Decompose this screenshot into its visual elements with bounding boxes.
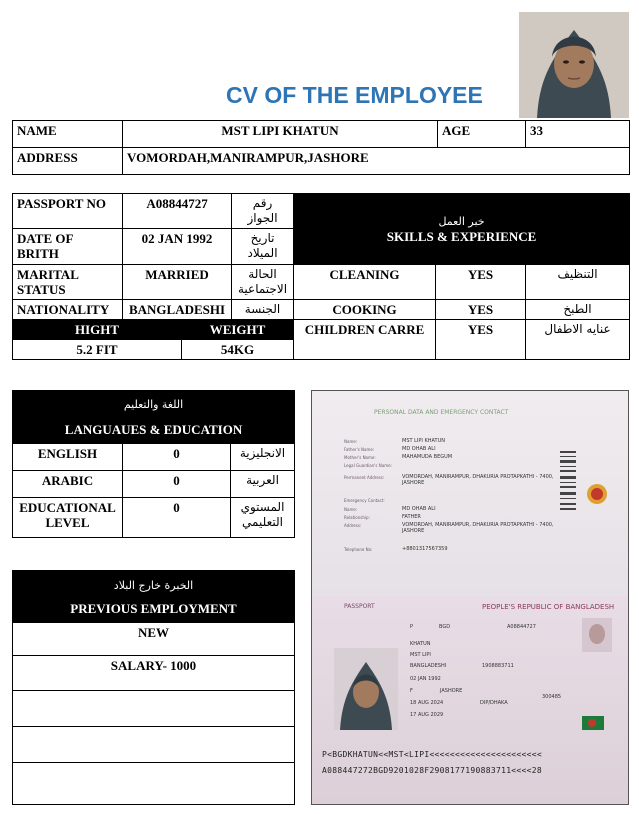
passport-photo [334, 648, 398, 730]
marital-value: MARRIED [123, 265, 232, 300]
pp-doc-label: PASSPORT [344, 603, 375, 610]
pp-num-small: 300485 [542, 694, 562, 700]
pp-country-line: PEOPLE'S REPUBLIC OF BANGLADESH [482, 603, 615, 611]
nationality-arabic: الجنسة [232, 300, 294, 320]
pp-given: MST LIPI [410, 652, 431, 658]
education-level: EDUCATIONAL LEVEL [13, 498, 123, 538]
pp-surname: KHATUN [410, 641, 431, 647]
age-value: 33 [526, 121, 630, 148]
pp-expiry: 17 AUG 2029 [410, 712, 444, 718]
dob-arabic: تاريخ الميلاد [232, 229, 294, 265]
age-label: AGE [438, 121, 526, 148]
pp-code: BGD [439, 624, 451, 630]
pp-number: A08844727 [507, 624, 536, 630]
employee-photo [519, 12, 629, 118]
salary: SALARY- 1000 [13, 656, 295, 691]
lang-arabic-value: 0 [123, 471, 231, 498]
details-skills-table [12, 193, 630, 360]
pp-name: MST LIPI KHATUN [402, 438, 445, 444]
dob-value: 02 JAN 1992 [123, 229, 232, 265]
passport-value: A08844727 [123, 194, 232, 229]
mrz-line-1: P<BGDKHATUN<<MST<LIPI<<<<<<<<<<<<<<<<<<<<<< [322, 750, 543, 759]
lang-arabic: ARABIC [13, 471, 123, 498]
skill-childcare-arabic: عنايه الاطفال [526, 320, 630, 360]
education-arabic: المستوي التعليمي [231, 498, 295, 538]
nationality-value: BANGLADESHI [123, 300, 232, 320]
languages-header-arabic: اللغة والتعليم [123, 398, 184, 411]
pp-emergency-name: MD OHAB ALI [402, 506, 436, 512]
pp-personal-no: 1908883711 [482, 663, 514, 669]
height-label: HIGHT [13, 320, 182, 340]
marital-label: MARITAL STATUS [13, 265, 123, 300]
skill-cooking-value: YES [436, 300, 526, 320]
emblem-icon [586, 483, 608, 505]
marital-arabic: الحالة الاجتماعية [232, 265, 294, 300]
skill-childcare-value: YES [436, 320, 526, 360]
name-value: MST LIPI KHATUN [123, 121, 438, 148]
passport-scan [311, 390, 629, 805]
lang-english-arabic: الانجليزية [231, 444, 295, 471]
dob-label: DATE OF BRITH [13, 229, 123, 265]
employment-header [13, 571, 295, 623]
name-label: NAME [13, 121, 123, 148]
pp-type: P [410, 624, 414, 630]
skills-header [294, 194, 630, 265]
ghost-photo [582, 618, 612, 652]
pp-birthplace: JASHORE [440, 688, 463, 694]
barcode-icon [560, 451, 576, 511]
lang-english: ENGLISH [13, 444, 123, 471]
skill-cleaning-arabic: التنظيف [526, 265, 630, 300]
pp-relationship: FATHER [402, 514, 421, 520]
skill-cleaning-value: YES [436, 265, 526, 300]
employment-empty-row [13, 763, 295, 805]
passport-label: PASSPORT NO [13, 194, 123, 229]
pp-authority: DIP/DHAKA [480, 700, 508, 706]
employment-header-text: PREVIOUS EMPLOYMENT [70, 600, 237, 616]
pp-perm-address: VOMORDAH, MANIRAMPUR, DHAKURIA PROTAPKATHI - 7400, JASHORE [402, 474, 554, 486]
nationality-label: NATIONALITY [13, 300, 123, 320]
passport-bio-page [312, 596, 629, 805]
passport-arabic: رقم الجواز [232, 194, 294, 229]
education-value: 0 [123, 498, 231, 538]
pp-issue: 18 AUG 2024 [410, 700, 444, 706]
pp-mother: MAHAMUDA BEGUM [402, 454, 453, 460]
page-title: CV OF THE EMPLOYEE [226, 82, 483, 108]
passport-top-heading: PERSONAL DATA AND EMERGENCY CONTACT [374, 409, 509, 416]
flag-icon [582, 716, 604, 730]
lang-english-value: 0 [123, 444, 231, 471]
weight-label: WEIGHT [182, 320, 294, 340]
employment-header-arabic: الخبرة خارج البلاد [113, 578, 194, 592]
languages-table [12, 390, 295, 538]
pp-father: MD OHAB ALI [402, 446, 436, 452]
skills-header-arabic: خبر العمل [438, 215, 485, 228]
employment-status: NEW [13, 623, 295, 656]
languages-header-text: LANGUAUES & EDUCATION [64, 422, 243, 437]
skill-childcare: CHILDREN CARRE [294, 320, 436, 360]
employment-empty-row [13, 727, 295, 763]
address-label: ADDRESS [13, 148, 123, 175]
pp-emergency-address: VOMORDAH, MANIRAMPUR, DHAKURIA PROTAPKATHI - 7400, JASHORE [402, 522, 554, 534]
passport-data-page: PERSONAL DATA AND EMERGENCY CONTACT Name: MST LIPI KHATUN Father's Name: MD OHAB ALI Mother's Name: MAHAMUDA BEGUM Legal Guardian's Name: Permanent Address: VOMORDAH, MANIRAMPUR, DHAKURIA PROTAPKATHI - 7400, JASHORE Emergency Contact: Name: MD OHAB ALI Relationship: FATHER Address: VOMORDAH, MANIRAMPUR, DHAKURIA PROTAPKATHI - 7400, JASHORE Telephone No: +8801317567359 [312, 391, 629, 596]
pp-dob: 02 JAN 1992 [410, 676, 441, 682]
skills-header-text: SKILLS & EXPERIENCE [386, 229, 537, 244]
pp-nationality: BANGLADESHI [410, 663, 447, 669]
employment-table [12, 570, 295, 805]
pp-telephone: +8801317567359 [402, 546, 448, 552]
skill-cleaning: CLEANING [294, 265, 436, 300]
languages-header [13, 391, 295, 444]
employment-empty-row [13, 691, 295, 727]
height-value: 5.2 FIT [13, 340, 182, 360]
skill-cooking-arabic: الطبخ [526, 300, 630, 320]
mrz-line-2: A088447272BGD9201028F2908177190883711<<<<28 [322, 766, 543, 775]
pp-sex: F [410, 688, 413, 694]
address-value: VOMORDAH,MANIRAMPUR,JASHORE [123, 148, 630, 175]
personal-info-table [12, 120, 630, 175]
lang-arabic-arabic: العربية [231, 471, 295, 498]
skill-cooking: COOKING [294, 300, 436, 320]
weight-value: 54KG [182, 340, 294, 360]
